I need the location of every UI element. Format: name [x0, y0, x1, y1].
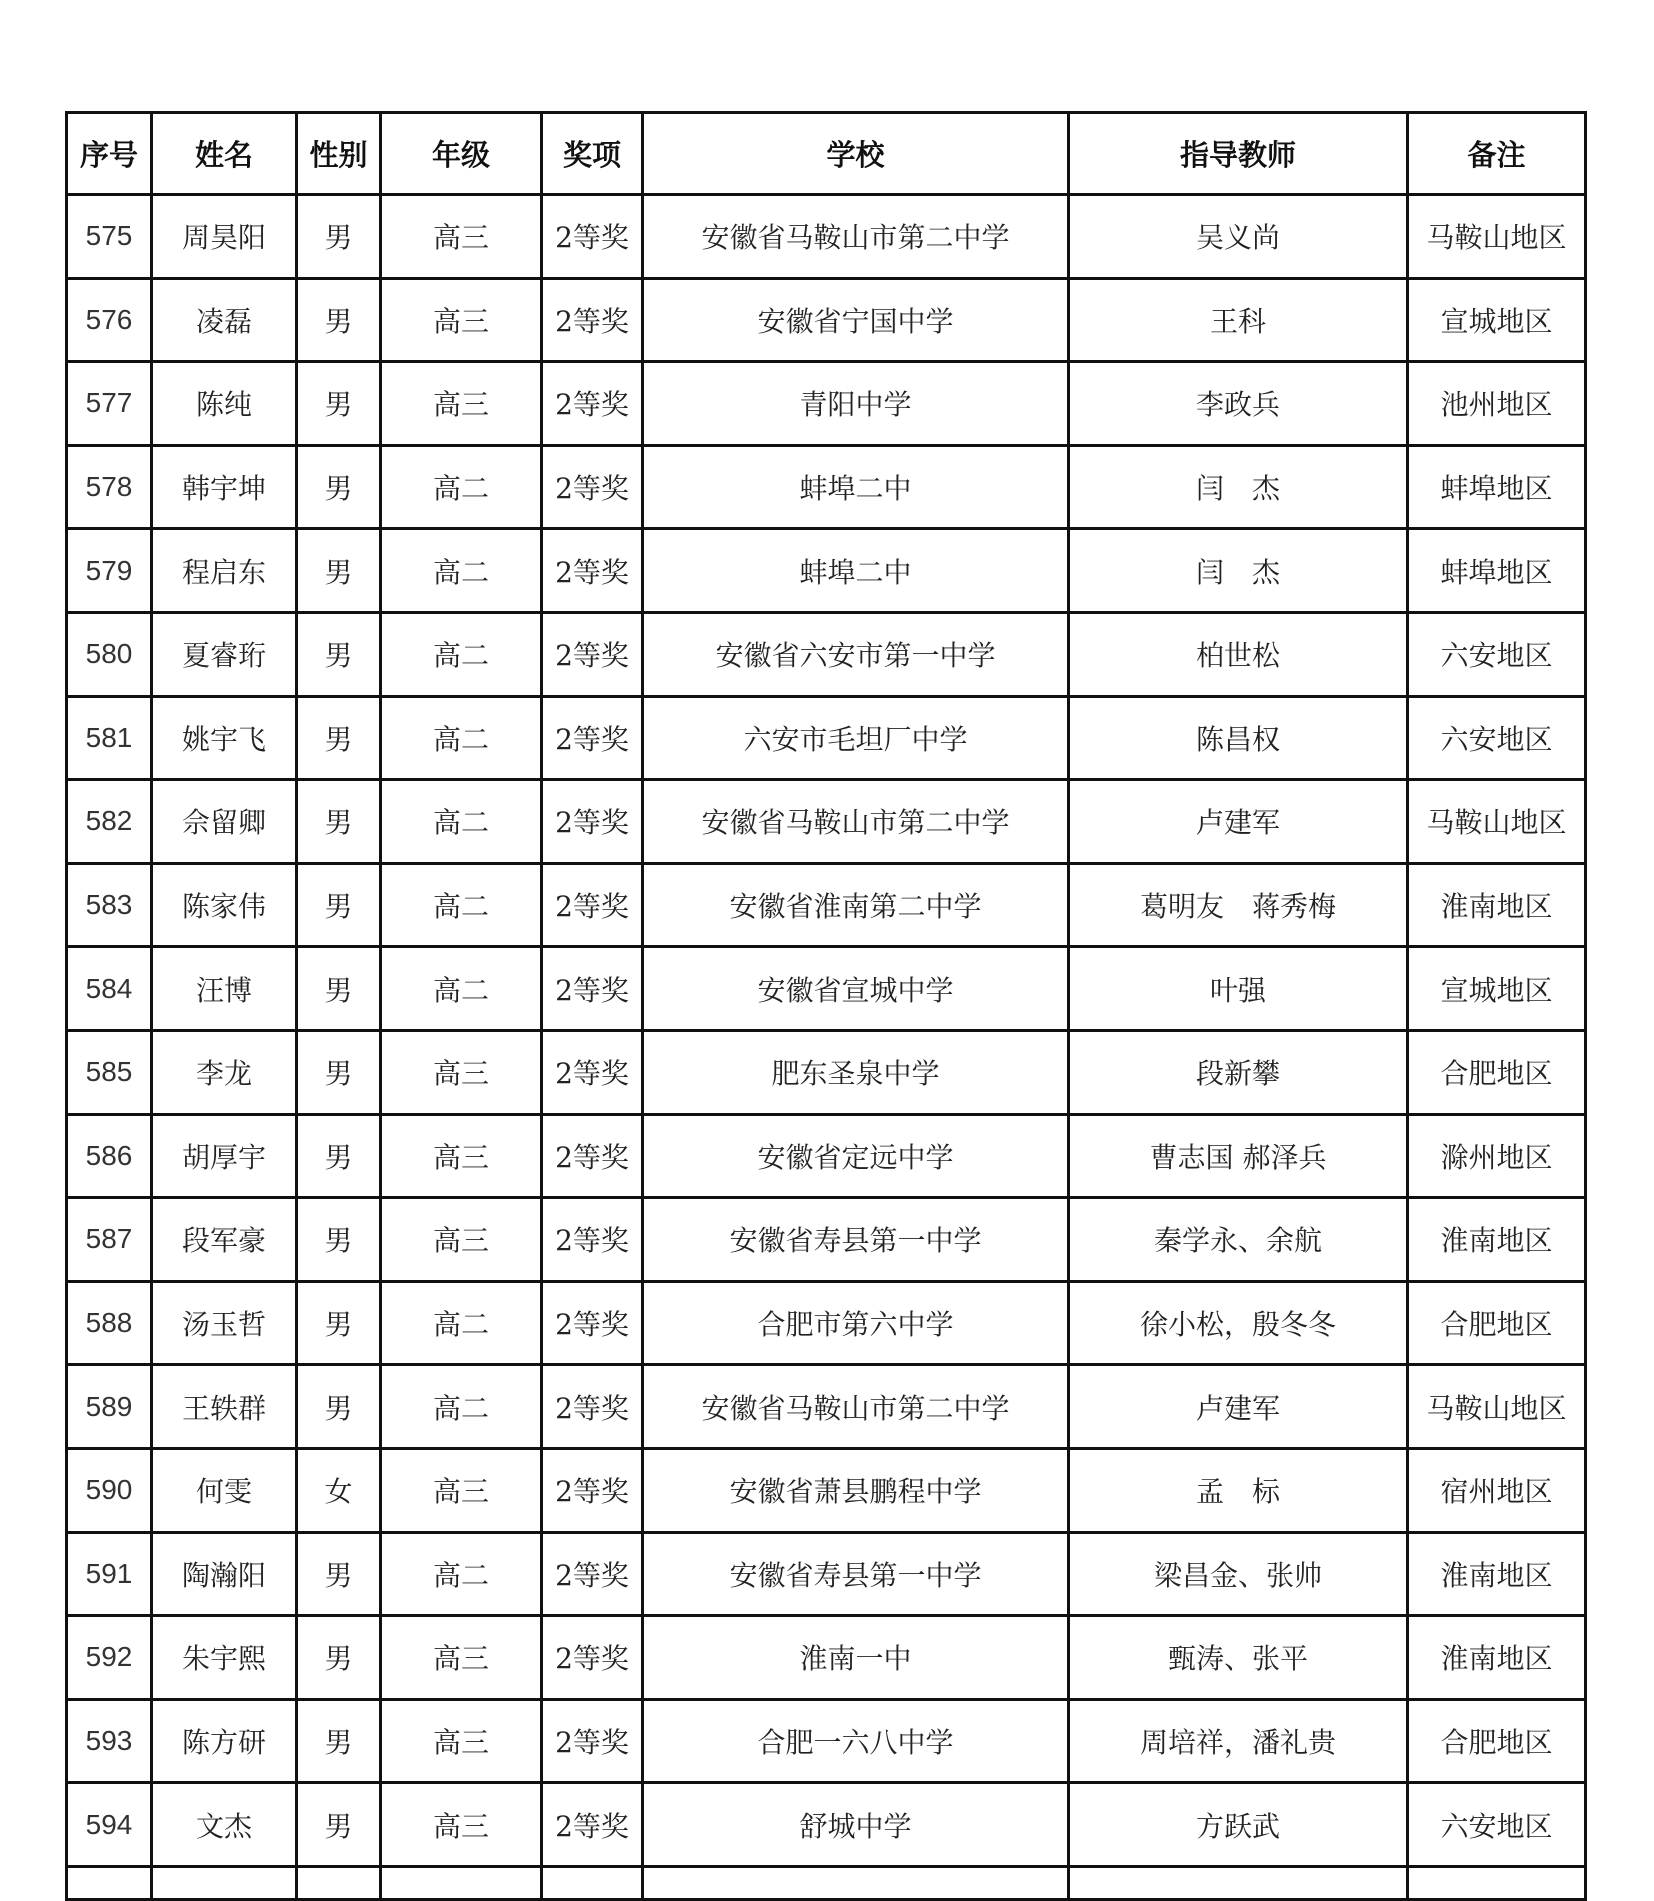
cell-award: 2等奖 — [542, 1030, 643, 1114]
cell-gender: 男 — [297, 1365, 381, 1449]
cell-grade: 高三 — [381, 1448, 542, 1532]
cell-grade: 高二 — [381, 780, 542, 864]
cell-serial-number: 586 — [67, 1114, 152, 1198]
cell-remark: 马鞍山地区 — [1408, 1365, 1586, 1449]
cell-school: 肥东圣泉中学 — [643, 1030, 1069, 1114]
cell-advisor: 叶强 — [1069, 947, 1408, 1031]
cell-remark: 池州地区 — [1408, 362, 1586, 446]
cell-award: 2等奖 — [542, 195, 643, 279]
cell-gender: 男 — [297, 947, 381, 1031]
cell-serial-number: 585 — [67, 1030, 152, 1114]
cell-grade: 高二 — [381, 863, 542, 947]
cell-serial-number: 576 — [67, 278, 152, 362]
table-row — [67, 1532, 1586, 1616]
cell-serial-number: 579 — [67, 529, 152, 613]
cell-name: 程启东 — [152, 529, 297, 613]
cell-name: 胡厚宇 — [152, 1114, 297, 1198]
cell-advisor: 王科 — [1069, 278, 1408, 362]
cell-remark: 淮南地区 — [1408, 1532, 1586, 1616]
cell-advisor: 曹志国 郝泽兵 — [1069, 1114, 1408, 1198]
cell-school: 安徽省淮南第二中学 — [643, 863, 1069, 947]
cell-serial-number: 584 — [67, 947, 152, 1031]
cell-grade: 高二 — [381, 1365, 542, 1449]
header-school: 学校 — [643, 113, 1069, 195]
cell-advisor: 闫 杰 — [1069, 529, 1408, 613]
cell-school: 安徽省寿县第一中学 — [643, 1198, 1069, 1282]
cell-gender: 男 — [297, 1532, 381, 1616]
cell-advisor: 周培祥，潘礼贵 — [1069, 1699, 1408, 1783]
cell-school: 合肥市第六中学 — [643, 1281, 1069, 1365]
cell-name: 凌磊 — [152, 278, 297, 362]
cell-name: 段军豪 — [152, 1198, 297, 1282]
cell-award: 2等奖 — [542, 863, 643, 947]
header-name: 姓名 — [152, 113, 297, 195]
cell-name: 夏睿珩 — [152, 612, 297, 696]
cell-advisor: 陈昌权 — [1069, 696, 1408, 780]
cell-grade: 高二 — [381, 696, 542, 780]
cell-award: 2等奖 — [542, 1699, 643, 1783]
cell-name: 韩宇坤 — [152, 445, 297, 529]
cell-school: 安徽省寿县第一中学 — [643, 1532, 1069, 1616]
header-grade: 年级 — [381, 113, 542, 195]
cell-grade: 高二 — [381, 1281, 542, 1365]
cell-school: 合肥一六八中学 — [643, 1699, 1069, 1783]
cell-grade: 高二 — [381, 1532, 542, 1616]
cell-serial-number: 580 — [67, 612, 152, 696]
cell-name: 陈方研 — [152, 1699, 297, 1783]
cell-gender: 男 — [297, 1114, 381, 1198]
cell-award: 2等奖 — [542, 780, 643, 864]
cell-serial-number: 575 — [67, 195, 152, 279]
cell-name: 汤玉哲 — [152, 1281, 297, 1365]
cell-name: 佘留卿 — [152, 780, 297, 864]
cell-advisor: 闫 杰 — [1069, 445, 1408, 529]
cell-advisor: 卢建军 — [1069, 780, 1408, 864]
table-row — [67, 195, 1586, 279]
cell-name: 姚宇飞 — [152, 696, 297, 780]
cell-school: 蚌埠二中 — [643, 529, 1069, 613]
cell-serial-number: 578 — [67, 445, 152, 529]
cell-remark: 六安地区 — [1408, 696, 1586, 780]
cell-advisor: 秦学永、余航 — [1069, 1198, 1408, 1282]
cell-school: 安徽省宣城中学 — [643, 947, 1069, 1031]
cell-remark: 六安地区 — [1408, 612, 1586, 696]
cell-gender: 男 — [297, 1281, 381, 1365]
table-row — [67, 1783, 1586, 1867]
cell-gender: 男 — [297, 780, 381, 864]
cell-advisor: 甄涛、张平 — [1069, 1616, 1408, 1700]
table-row — [67, 1281, 1586, 1365]
cell-grade: 高三 — [381, 1699, 542, 1783]
cell-serial-number: 583 — [67, 863, 152, 947]
cell-remark: 蚌埠地区 — [1408, 529, 1586, 613]
cell-remark: 马鞍山地区 — [1408, 195, 1586, 279]
cell-advisor: 梁昌金、张帅 — [1069, 1532, 1408, 1616]
cell-gender: 男 — [297, 362, 381, 446]
table-row — [67, 278, 1586, 362]
cell-serial-number: 592 — [67, 1616, 152, 1700]
cell-grade: 高三 — [381, 195, 542, 279]
cell-award: 2等奖 — [542, 1448, 643, 1532]
cell-remark: 宣城地区 — [1408, 947, 1586, 1031]
awards-table — [65, 111, 1587, 1901]
table-row — [67, 1699, 1586, 1783]
cell-remark: 宿州地区 — [1408, 1448, 1586, 1532]
cell-remark: 滁州地区 — [1408, 1114, 1586, 1198]
cell-name: 周昊阳 — [152, 195, 297, 279]
cell-award: 2等奖 — [542, 696, 643, 780]
cell-grade: 高三 — [381, 1198, 542, 1282]
cell-award: 2等奖 — [542, 612, 643, 696]
cell-gender: 男 — [297, 1783, 381, 1867]
cell-award: 2等奖 — [542, 278, 643, 362]
cell-award: 2等奖 — [542, 1783, 643, 1867]
cell-school: 舒城中学 — [643, 1783, 1069, 1867]
cell-remark: 淮南地区 — [1408, 863, 1586, 947]
cell-remark: 合肥地区 — [1408, 1030, 1586, 1114]
cell-award: 2等奖 — [542, 1365, 643, 1449]
cell-serial-number: 587 — [67, 1198, 152, 1282]
cell-advisor: 葛明友 蒋秀梅 — [1069, 863, 1408, 947]
cell-remark: 淮南地区 — [1408, 1198, 1586, 1282]
cell-serial-number: 589 — [67, 1365, 152, 1449]
cell-school: 安徽省马鞍山市第二中学 — [643, 195, 1069, 279]
table-row — [67, 1616, 1586, 1700]
table-row — [67, 696, 1586, 780]
cell-gender: 男 — [297, 1699, 381, 1783]
cell-award: 2等奖 — [542, 1198, 643, 1282]
table-row — [67, 947, 1586, 1031]
cell-gender: 男 — [297, 445, 381, 529]
table-row — [67, 1030, 1586, 1114]
cell-remark: 宣城地区 — [1408, 278, 1586, 362]
cell-gender: 男 — [297, 1616, 381, 1700]
cell-grade: 高三 — [381, 1616, 542, 1700]
table-row — [67, 1198, 1586, 1282]
cell-remark: 合肥地区 — [1408, 1699, 1586, 1783]
cell-grade: 高三 — [381, 1783, 542, 1867]
cell-serial-number: 582 — [67, 780, 152, 864]
cell-gender: 男 — [297, 863, 381, 947]
table-row — [67, 529, 1586, 613]
cell-award: 2等奖 — [542, 529, 643, 613]
cell-name: 王轶群 — [152, 1365, 297, 1449]
cell-gender: 男 — [297, 696, 381, 780]
cell-school: 安徽省马鞍山市第二中学 — [643, 780, 1069, 864]
cell-grade: 高二 — [381, 529, 542, 613]
cell-remark: 六安地区 — [1408, 1783, 1586, 1867]
cell-gender: 男 — [297, 1198, 381, 1282]
cell-award: 2等奖 — [542, 362, 643, 446]
cell-school: 安徽省马鞍山市第二中学 — [643, 1365, 1069, 1449]
cell-award: 2等奖 — [542, 1114, 643, 1198]
cell-name: 何雯 — [152, 1448, 297, 1532]
header-advisor: 指导教师 — [1069, 113, 1408, 195]
cell-award: 2等奖 — [542, 1616, 643, 1700]
cell-grade: 高二 — [381, 445, 542, 529]
header-gender: 性别 — [297, 113, 381, 195]
header-serial-number: 序号 — [67, 113, 152, 195]
cell-advisor: 吴义尚 — [1069, 195, 1408, 279]
cell-school: 六安市毛坦厂中学 — [643, 696, 1069, 780]
cell-name: 李龙 — [152, 1030, 297, 1114]
cell-advisor: 方跃武 — [1069, 1783, 1408, 1867]
cell-gender: 男 — [297, 1030, 381, 1114]
cell-remark: 淮南地区 — [1408, 1616, 1586, 1700]
cell-advisor: 徐小松，殷冬冬 — [1069, 1281, 1408, 1365]
cell-school: 安徽省定远中学 — [643, 1114, 1069, 1198]
header-award: 奖项 — [542, 113, 643, 195]
cell-school: 蚌埠二中 — [643, 445, 1069, 529]
table-row — [67, 1448, 1586, 1532]
table-row — [67, 362, 1586, 446]
cell-serial-number: 588 — [67, 1281, 152, 1365]
cell-grade: 高二 — [381, 612, 542, 696]
cell-name: 汪博 — [152, 947, 297, 1031]
cell-remark: 蚌埠地区 — [1408, 445, 1586, 529]
header-remark: 备注 — [1408, 113, 1586, 195]
cell-name: 陈纯 — [152, 362, 297, 446]
cell-gender: 女 — [297, 1448, 381, 1532]
cell-award: 2等奖 — [542, 445, 643, 529]
table-row — [67, 612, 1586, 696]
table-row — [67, 1365, 1586, 1449]
cell-grade: 高三 — [381, 1114, 542, 1198]
cell-award: 2等奖 — [542, 1281, 643, 1365]
table-row — [67, 1114, 1586, 1198]
cell-name: 文杰 — [152, 1783, 297, 1867]
cell-name: 朱宇熙 — [152, 1616, 297, 1700]
cell-remark: 马鞍山地区 — [1408, 780, 1586, 864]
cell-school: 安徽省六安市第一中学 — [643, 612, 1069, 696]
cell-grade: 高三 — [381, 1030, 542, 1114]
cell-gender: 男 — [297, 529, 381, 613]
cell-name: 陶瀚阳 — [152, 1532, 297, 1616]
cell-grade: 高三 — [381, 278, 542, 362]
cell-advisor: 李政兵 — [1069, 362, 1408, 446]
table-header-row — [67, 113, 1586, 195]
cell-school: 青阳中学 — [643, 362, 1069, 446]
cell-gender: 男 — [297, 195, 381, 279]
cell-grade: 高三 — [381, 362, 542, 446]
table-row — [67, 445, 1586, 529]
cell-serial-number: 593 — [67, 1699, 152, 1783]
cell-gender: 男 — [297, 278, 381, 362]
cell-award: 2等奖 — [542, 1532, 643, 1616]
cell-gender: 男 — [297, 612, 381, 696]
cell-serial-number: 577 — [67, 362, 152, 446]
cell-school: 安徽省萧县鹏程中学 — [643, 1448, 1069, 1532]
cell-remark: 合肥地区 — [1408, 1281, 1586, 1365]
cell-advisor: 柏世松 — [1069, 612, 1408, 696]
cell-advisor: 孟 标 — [1069, 1448, 1408, 1532]
cell-serial-number: 590 — [67, 1448, 152, 1532]
cell-serial-number: 581 — [67, 696, 152, 780]
cell-award: 2等奖 — [542, 947, 643, 1031]
cell-serial-number: 594 — [67, 1783, 152, 1867]
cell-advisor: 段新攀 — [1069, 1030, 1408, 1114]
cell-serial-number: 591 — [67, 1532, 152, 1616]
cell-advisor: 卢建军 — [1069, 1365, 1408, 1449]
cell-grade: 高二 — [381, 947, 542, 1031]
cell-name: 陈家伟 — [152, 863, 297, 947]
cell-school: 安徽省宁国中学 — [643, 278, 1069, 362]
cell-school: 淮南一中 — [643, 1616, 1069, 1700]
table-row — [67, 863, 1586, 947]
table-row — [67, 780, 1586, 864]
